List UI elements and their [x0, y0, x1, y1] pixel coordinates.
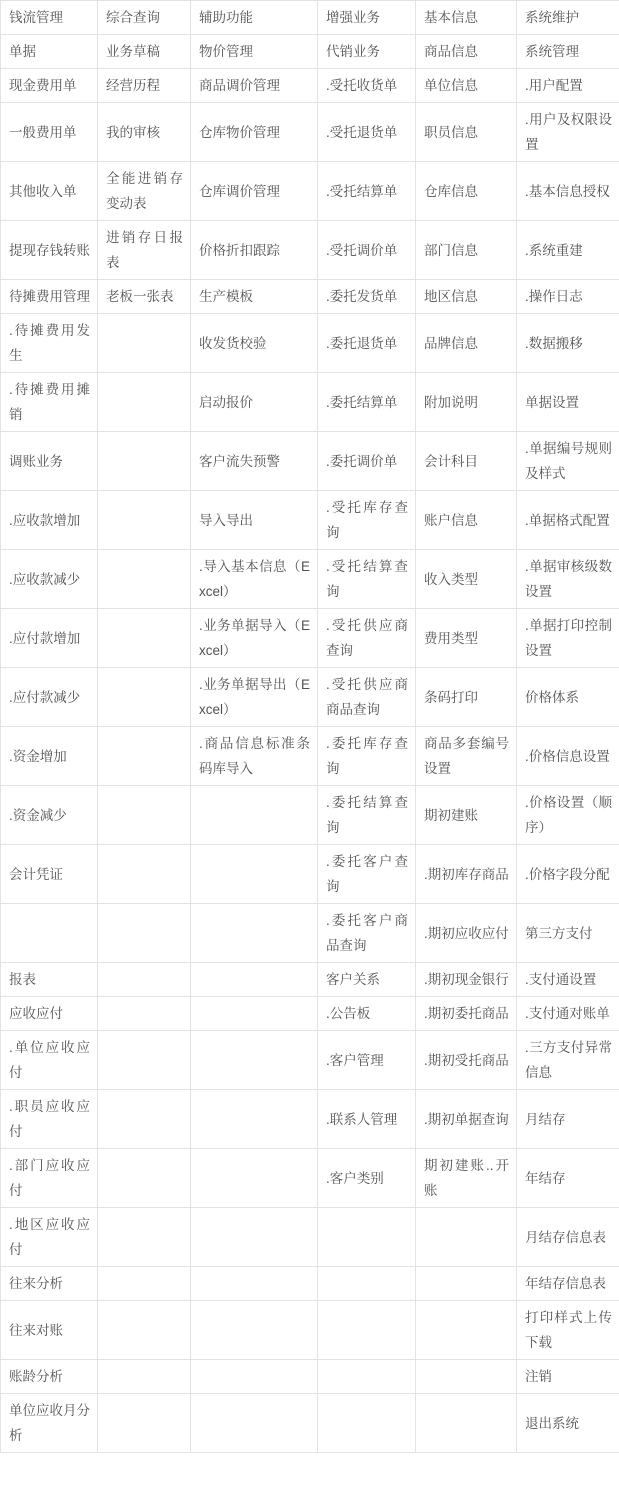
menu-item-cell: 其他收入单	[1, 162, 98, 221]
menu-item-cell: 期初建账	[416, 786, 517, 845]
menu-item-cell: 单位应收月分析	[1, 1394, 98, 1453]
menu-item-cell: .客户类别	[318, 1149, 416, 1208]
menu-item-cell: .支付通对账单	[517, 997, 619, 1031]
menu-item-cell: 待摊费用管理	[1, 280, 98, 314]
menu-item-cell: .期初单据查询	[416, 1090, 517, 1149]
empty-cell	[98, 904, 191, 963]
empty-cell	[416, 1208, 517, 1267]
empty-cell	[98, 1267, 191, 1301]
menu-item-cell: .待摊费用摊销	[1, 373, 98, 432]
column-header-3: 辅助功能	[191, 1, 318, 35]
menu-item-cell: 单位信息	[416, 69, 517, 103]
menu-item-cell: 第三方支付	[517, 904, 619, 963]
menu-item-cell: .委托结算单	[318, 373, 416, 432]
menu-item-cell: 商品信息	[416, 35, 517, 69]
empty-cell	[98, 491, 191, 550]
empty-cell	[191, 1267, 318, 1301]
table-row	[1, 103, 619, 162]
menu-item-cell: .期初受托商品	[416, 1031, 517, 1090]
menu-item-cell: .部门应收应付	[1, 1149, 98, 1208]
empty-cell	[98, 727, 191, 786]
empty-cell	[416, 1360, 517, 1394]
table-row	[1, 997, 619, 1031]
empty-cell	[98, 845, 191, 904]
table-row	[1, 162, 619, 221]
empty-cell	[191, 1360, 318, 1394]
empty-cell	[98, 1031, 191, 1090]
menu-item-cell: 年结存	[517, 1149, 619, 1208]
menu-item-cell: 条码打印	[416, 668, 517, 727]
menu-item-cell: 商品多套编号设置	[416, 727, 517, 786]
table-row	[1, 845, 619, 904]
menu-item-cell: .委托客户商品查询	[318, 904, 416, 963]
menu-item-cell: 业务草稿	[98, 35, 191, 69]
table-row	[1, 1031, 619, 1090]
menu-item-cell: .单位应收应付	[1, 1031, 98, 1090]
table-header-row	[1, 1, 619, 35]
menu-item-cell: 物价管理	[191, 35, 318, 69]
menu-item-cell: .应付款减少	[1, 668, 98, 727]
empty-cell	[98, 432, 191, 491]
menu-item-cell: .受托结算查询	[318, 550, 416, 609]
empty-cell	[98, 1360, 191, 1394]
empty-cell	[416, 1301, 517, 1360]
table-row	[1, 35, 619, 69]
table-row	[1, 786, 619, 845]
empty-cell	[98, 314, 191, 373]
menu-item-cell: 账户信息	[416, 491, 517, 550]
menu-item-cell: 报表	[1, 963, 98, 997]
menu-item-cell: 代销业务	[318, 35, 416, 69]
menu-item-cell: 月结存信息表	[517, 1208, 619, 1267]
menu-item-cell: 全能进销存变动表	[98, 162, 191, 221]
menu-item-cell: .委托库存查询	[318, 727, 416, 786]
table-row	[1, 1208, 619, 1267]
menu-item-cell: .资金减少	[1, 786, 98, 845]
table-row	[1, 550, 619, 609]
table-row	[1, 314, 619, 373]
column-header-4: 增强业务	[318, 1, 416, 35]
menu-item-cell: 费用类型	[416, 609, 517, 668]
menu-item-cell: .期初委托商品	[416, 997, 517, 1031]
table-row	[1, 280, 619, 314]
table-row	[1, 1301, 619, 1360]
table-row	[1, 373, 619, 432]
menu-item-cell: 客户关系	[318, 963, 416, 997]
empty-cell	[416, 1394, 517, 1453]
menu-item-cell: .资金增加	[1, 727, 98, 786]
menu-item-cell: .用户配置	[517, 69, 619, 103]
menu-item-cell: .受托退货单	[318, 103, 416, 162]
empty-cell	[318, 1208, 416, 1267]
menu-item-cell: 账龄分析	[1, 1360, 98, 1394]
menu-item-cell: .受托供应商商品查询	[318, 668, 416, 727]
menu-item-cell: .操作日志	[517, 280, 619, 314]
empty-cell	[98, 1394, 191, 1453]
menu-item-cell: 会计凭证	[1, 845, 98, 904]
menu-item-cell: 现金费用单	[1, 69, 98, 103]
empty-cell	[98, 786, 191, 845]
menu-item-cell: .三方支付异常信息	[517, 1031, 619, 1090]
menu-item-cell: 单据	[1, 35, 98, 69]
empty-cell	[1, 904, 98, 963]
menu-item-cell: 应收应付	[1, 997, 98, 1031]
menu-item-cell: 月结存	[517, 1090, 619, 1149]
menu-item-cell: 附加说明	[416, 373, 517, 432]
menu-item-cell: 收发货校验	[191, 314, 318, 373]
table-row	[1, 668, 619, 727]
menu-item-cell: 职员信息	[416, 103, 517, 162]
menu-item-cell: .委托客户查询	[318, 845, 416, 904]
menu-item-cell: .受托结算单	[318, 162, 416, 221]
menu-item-cell: .价格字段分配	[517, 845, 619, 904]
menu-item-cell: 仓库信息	[416, 162, 517, 221]
menu-item-cell: .地区应收应付	[1, 1208, 98, 1267]
empty-cell	[98, 609, 191, 668]
table-row	[1, 1394, 619, 1453]
menu-item-cell: 商品调价管理	[191, 69, 318, 103]
menu-item-cell: .业务单据导出（Excel）	[191, 668, 318, 727]
menu-item-cell: .应收款增加	[1, 491, 98, 550]
empty-cell	[98, 550, 191, 609]
table-row	[1, 221, 619, 280]
table-row	[1, 963, 619, 997]
table-row	[1, 727, 619, 786]
empty-cell	[98, 1090, 191, 1149]
empty-cell	[191, 1301, 318, 1360]
menu-item-cell: .委托退货单	[318, 314, 416, 373]
empty-cell	[98, 1149, 191, 1208]
menu-item-cell: .单据审核级数设置	[517, 550, 619, 609]
menu-item-cell: 生产模板	[191, 280, 318, 314]
menu-item-cell: .用户及权限设置	[517, 103, 619, 162]
menu-item-cell: .系统重建	[517, 221, 619, 280]
menu-item-cell: 往来分析	[1, 1267, 98, 1301]
menu-item-cell: .价格设置（顺序）	[517, 786, 619, 845]
menu-item-cell: 仓库物价管理	[191, 103, 318, 162]
empty-cell	[191, 1149, 318, 1208]
empty-cell	[191, 1031, 318, 1090]
menu-item-cell: .职员应收应付	[1, 1090, 98, 1149]
menu-item-cell: .单据打印控制设置	[517, 609, 619, 668]
empty-cell	[98, 1301, 191, 1360]
menu-item-cell: .商品信息标准条码库导入	[191, 727, 318, 786]
empty-cell	[318, 1301, 416, 1360]
column-header-6: 系统维护	[517, 1, 619, 35]
menu-item-cell: .业务单据导入（Excel）	[191, 609, 318, 668]
menu-item-cell: 期初建账..开账	[416, 1149, 517, 1208]
menu-item-cell: 收入类型	[416, 550, 517, 609]
menu-item-cell: 注销	[517, 1360, 619, 1394]
menu-item-cell: .期初应收应付	[416, 904, 517, 963]
table-row	[1, 69, 619, 103]
empty-cell	[318, 1394, 416, 1453]
empty-cell	[98, 963, 191, 997]
menu-item-cell: .受托调价单	[318, 221, 416, 280]
table-row	[1, 491, 619, 550]
menu-item-cell: .受托供应商查询	[318, 609, 416, 668]
menu-item-cell: .公告板	[318, 997, 416, 1031]
empty-cell	[98, 373, 191, 432]
menu-item-cell: 年结存信息表	[517, 1267, 619, 1301]
empty-cell	[191, 786, 318, 845]
empty-cell	[98, 1208, 191, 1267]
menu-item-cell: 价格体系	[517, 668, 619, 727]
menu-item-cell: 品牌信息	[416, 314, 517, 373]
menu-item-cell: 经营历程	[98, 69, 191, 103]
empty-cell	[318, 1360, 416, 1394]
table-row	[1, 1149, 619, 1208]
column-header-2: 综合查询	[98, 1, 191, 35]
menu-item-cell: 进销存日报表	[98, 221, 191, 280]
menu-item-cell: .数据搬移	[517, 314, 619, 373]
menu-item-cell: .委托调价单	[318, 432, 416, 491]
menu-item-cell: .期初现金银行	[416, 963, 517, 997]
menu-item-cell: .支付通设置	[517, 963, 619, 997]
menu-item-cell: 老板一张表	[98, 280, 191, 314]
menu-item-cell: 退出系统	[517, 1394, 619, 1453]
menu-item-cell: .待摊费用发生	[1, 314, 98, 373]
table-row	[1, 1360, 619, 1394]
table-row	[1, 1267, 619, 1301]
empty-cell	[191, 963, 318, 997]
empty-cell	[98, 668, 191, 727]
empty-cell	[98, 997, 191, 1031]
column-header-5: 基本信息	[416, 1, 517, 35]
menu-item-cell: 导入导出	[191, 491, 318, 550]
menu-item-cell: 价格折扣跟踪	[191, 221, 318, 280]
menu-item-cell: 部门信息	[416, 221, 517, 280]
menu-item-cell: 系统管理	[517, 35, 619, 69]
menu-item-cell: .应收款减少	[1, 550, 98, 609]
empty-cell	[191, 1090, 318, 1149]
menu-item-cell: 提现存钱转账	[1, 221, 98, 280]
menu-item-cell: .受托收货单	[318, 69, 416, 103]
table-row	[1, 609, 619, 668]
empty-cell	[191, 1208, 318, 1267]
menu-item-cell: .委托发货单	[318, 280, 416, 314]
menu-item-cell: 客户流失预警	[191, 432, 318, 491]
menu-item-cell: .导入基本信息（Excel）	[191, 550, 318, 609]
menu-item-cell: 单据设置	[517, 373, 619, 432]
column-header-1: 钱流管理	[1, 1, 98, 35]
menu-item-cell: .基本信息授权	[517, 162, 619, 221]
menu-item-cell: .委托结算查询	[318, 786, 416, 845]
empty-cell	[191, 1394, 318, 1453]
menu-item-cell: 地区信息	[416, 280, 517, 314]
menu-item-cell: .联系人管理	[318, 1090, 416, 1149]
menu-item-cell: .价格信息设置	[517, 727, 619, 786]
menu-item-cell: 调账业务	[1, 432, 98, 491]
menu-item-cell: 仓库调价管理	[191, 162, 318, 221]
menu-item-cell: 一般费用单	[1, 103, 98, 162]
menu-item-cell: 启动报价	[191, 373, 318, 432]
menu-item-cell: 会计科目	[416, 432, 517, 491]
menu-item-cell: .单据编号规则及样式	[517, 432, 619, 491]
table-row	[1, 432, 619, 491]
menu-item-cell: .应付款增加	[1, 609, 98, 668]
empty-cell	[191, 997, 318, 1031]
table-row	[1, 904, 619, 963]
menu-item-cell: .期初库存商品	[416, 845, 517, 904]
empty-cell	[318, 1267, 416, 1301]
menu-item-cell: 我的审核	[98, 103, 191, 162]
menu-item-cell: .受托库存查询	[318, 491, 416, 550]
menu-item-cell: .客户管理	[318, 1031, 416, 1090]
empty-cell	[416, 1267, 517, 1301]
menu-item-cell: .单据格式配置	[517, 491, 619, 550]
table-row	[1, 1090, 619, 1149]
menu-item-cell: 打印样式上传下载	[517, 1301, 619, 1360]
empty-cell	[191, 845, 318, 904]
menu-item-cell: 往来对账	[1, 1301, 98, 1360]
empty-cell	[191, 904, 318, 963]
